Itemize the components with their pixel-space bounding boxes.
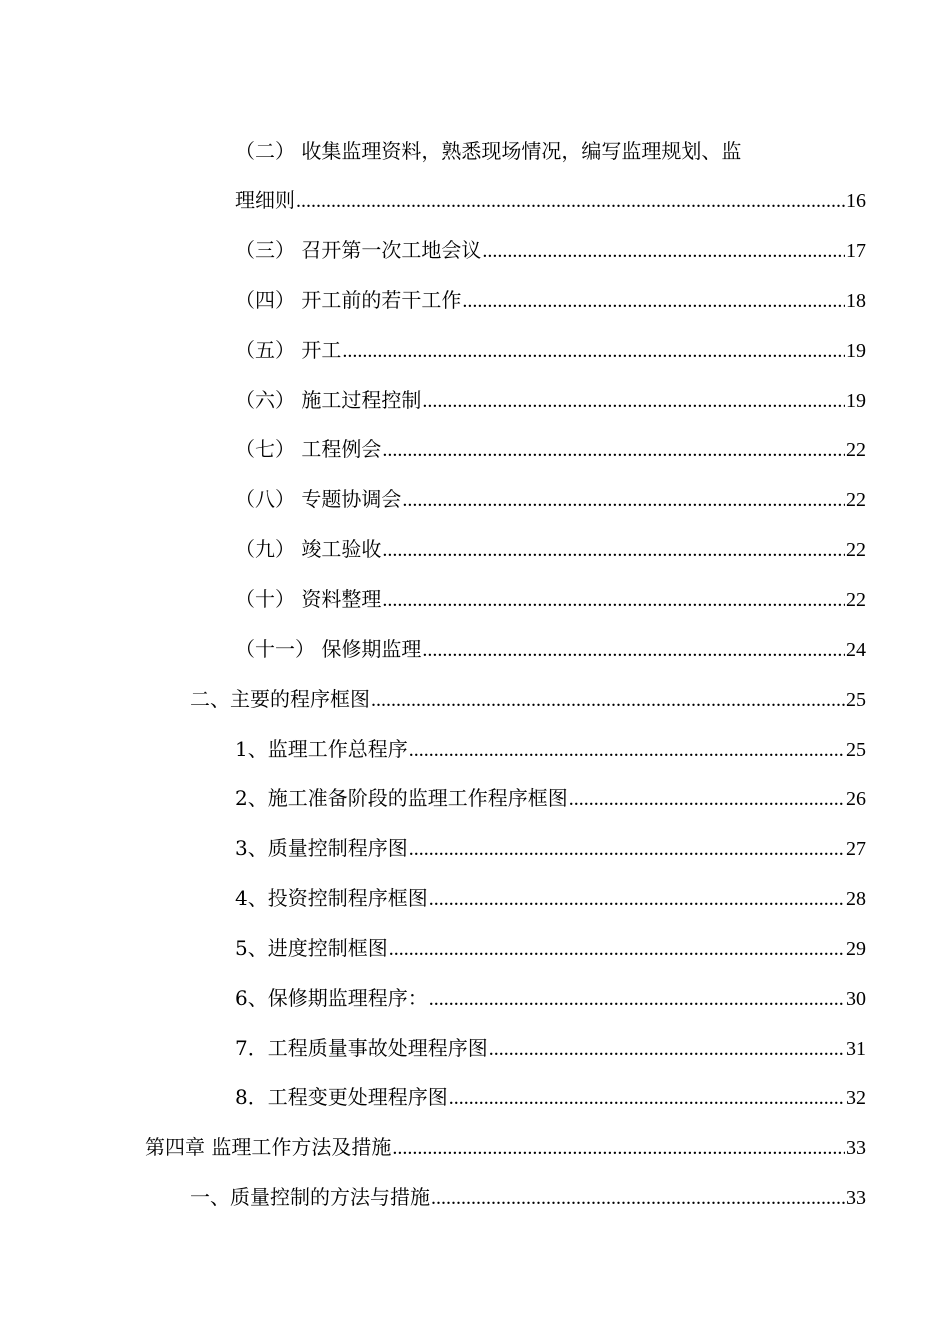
toc-entry-label: 4、投资控制程序框图 xyxy=(235,886,428,910)
toc-entry[interactable] xyxy=(235,634,866,664)
toc-entry[interactable] xyxy=(235,933,866,963)
toc-entry-chapter[interactable] xyxy=(145,1132,866,1162)
toc-entry-label: 3、质量控制程序图 xyxy=(235,836,408,860)
dot-leader xyxy=(382,535,845,565)
dot-leader xyxy=(296,186,845,216)
toc-entry[interactable] xyxy=(235,484,866,514)
toc-entry-label: （五） 开工 xyxy=(235,338,342,362)
toc-entry-label: （九） 竣工验收 xyxy=(235,537,382,561)
toc-entry[interactable] xyxy=(235,1033,866,1063)
toc-entry-label: （八） 专题协调会 xyxy=(235,487,402,511)
toc-entry-label: 2、施工准备阶段的监理工作程序框图 xyxy=(235,786,568,810)
toc-entry-label: 6、保修期监理程序： xyxy=(235,986,428,1010)
toc-page-number: 27 xyxy=(846,838,866,860)
toc-entry-label: （十） 资料整理 xyxy=(235,587,382,611)
toc-entry[interactable] xyxy=(235,883,866,913)
toc-page-number: 31 xyxy=(846,1038,866,1060)
toc-page-number: 24 xyxy=(846,639,866,661)
toc-entry[interactable] xyxy=(190,684,866,714)
toc-page-number: 26 xyxy=(846,788,866,810)
toc-page-number: 22 xyxy=(846,539,866,561)
toc-entry[interactable] xyxy=(235,434,866,464)
toc-page-number: 17 xyxy=(846,240,866,262)
toc-entry[interactable] xyxy=(235,983,866,1013)
dot-leader xyxy=(389,934,845,964)
dot-leader xyxy=(382,435,845,465)
dot-leader xyxy=(342,336,845,366)
dot-leader xyxy=(429,884,845,914)
toc-entry-label: 二、主要的程序框图 xyxy=(190,687,370,711)
toc-entry[interactable] xyxy=(235,385,866,415)
toc-entry[interactable] xyxy=(235,235,866,265)
toc-entry-label: （十一） 保修期监理 xyxy=(235,637,422,661)
toc-page-number: 33 xyxy=(846,1187,866,1209)
toc-entry-label: 8．工程变更处理程序图 xyxy=(235,1085,448,1109)
toc-page-number: 19 xyxy=(846,340,866,362)
toc-page-number: 22 xyxy=(846,439,866,461)
toc-entry[interactable] xyxy=(235,185,866,215)
toc-entry[interactable] xyxy=(235,285,866,315)
toc-entry-label: （七） 工程例会 xyxy=(235,437,382,461)
dot-leader xyxy=(429,984,845,1014)
toc-page-number: 28 xyxy=(846,888,866,910)
dot-leader xyxy=(382,585,845,615)
toc-page-number: 16 xyxy=(846,190,866,212)
toc-entry-label: （三） 召开第一次工地会议 xyxy=(235,238,482,262)
dot-leader xyxy=(569,784,845,814)
dot-leader xyxy=(371,685,845,715)
toc-page-number: 22 xyxy=(846,589,866,611)
toc-entry[interactable] xyxy=(235,833,866,863)
toc-page-number: 22 xyxy=(846,489,866,511)
toc-page-number: 33 xyxy=(846,1137,866,1159)
toc-entry[interactable] xyxy=(235,534,866,564)
dot-leader xyxy=(392,1133,845,1163)
toc-page-number: 30 xyxy=(846,988,866,1010)
dot-leader xyxy=(409,834,845,864)
toc-entry-2-line1: （二） 收集监理资料，熟悉现场情况，编写监理规划、监 xyxy=(235,139,742,163)
toc-entry[interactable] xyxy=(235,734,866,764)
toc-entry[interactable] xyxy=(235,335,866,365)
dot-leader xyxy=(482,236,845,266)
dot-leader xyxy=(402,485,845,515)
toc-entry-label: 1、监理工作总程序 xyxy=(235,737,408,761)
toc-page-number: 25 xyxy=(846,739,866,761)
toc-page-number: 25 xyxy=(846,689,866,711)
dot-leader xyxy=(431,1183,845,1213)
dot-leader xyxy=(449,1083,845,1113)
dot-leader xyxy=(489,1034,845,1064)
toc-entry[interactable] xyxy=(190,1182,866,1212)
dot-leader xyxy=(422,386,845,416)
toc-entry-label: 7．工程质量事故处理程序图 xyxy=(235,1036,488,1060)
toc-page-number: 18 xyxy=(846,290,866,312)
toc-entry-label: 一、质量控制的方法与措施 xyxy=(190,1185,430,1209)
toc-page-number: 32 xyxy=(846,1087,866,1109)
toc-entry-label: 理细则 xyxy=(235,188,295,212)
toc-entry-label: 5、进度控制框图 xyxy=(235,936,388,960)
toc-page-number: 19 xyxy=(846,390,866,412)
toc-entry-label: 第四章 监理工作方法及措施 xyxy=(145,1135,392,1159)
toc-entry[interactable] xyxy=(235,783,866,813)
dot-leader xyxy=(462,286,845,316)
toc-entry-label: （六） 施工过程控制 xyxy=(235,388,422,412)
dot-leader xyxy=(422,635,845,665)
toc-entry[interactable] xyxy=(235,584,866,614)
dot-leader xyxy=(409,735,845,765)
toc-page-number: 29 xyxy=(846,938,866,960)
toc-entry[interactable] xyxy=(235,1082,866,1112)
toc-entry-label: （四） 开工前的若干工作 xyxy=(235,288,462,312)
